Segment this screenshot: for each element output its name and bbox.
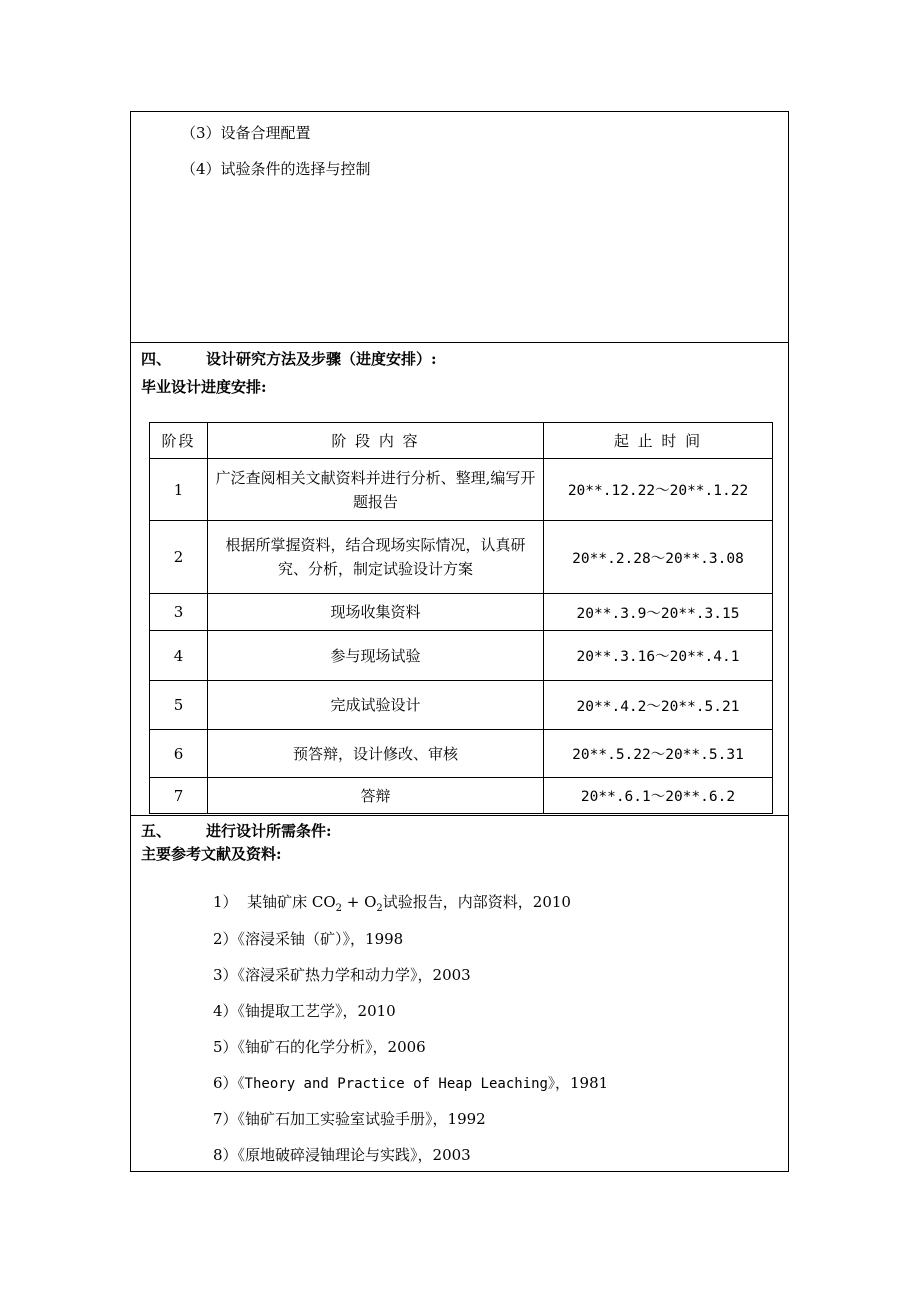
section5-subtitle: 主要参考文献及资料: bbox=[141, 845, 282, 863]
period-cell: 20**.4.2～20**.5.21 bbox=[544, 681, 773, 730]
reference-item-5: 5）《铀矿石的化学分析》，2006 bbox=[213, 1038, 426, 1056]
table-row bbox=[150, 730, 773, 778]
reference-item-3: 3）《溶浸采矿热力学和动力学》，2003 bbox=[213, 966, 471, 984]
period-cell: 20**.2.28～20**.3.08 bbox=[544, 521, 773, 594]
stage-cell: 4 bbox=[150, 631, 208, 681]
period-cell: 20**.12.22～20**.1.22 bbox=[544, 459, 773, 521]
reference-item-2: 2）《溶浸采铀（矿）》，1998 bbox=[213, 930, 404, 948]
table-row bbox=[150, 631, 773, 681]
table-row bbox=[150, 521, 773, 594]
section3-item-4: （4）试验条件的选择与控制 bbox=[181, 160, 371, 178]
content-cell: 预答辩，设计修改、审核 bbox=[208, 730, 544, 778]
stage-cell: 5 bbox=[150, 681, 208, 730]
period-cell: 20**.3.16～20**.4.1 bbox=[544, 631, 773, 681]
section4-heading bbox=[141, 348, 437, 369]
content-cell: 答辩 bbox=[208, 778, 544, 814]
header-content: 阶 段 内 容 bbox=[208, 423, 544, 459]
table-row bbox=[150, 778, 773, 814]
section4-title: 设计研究方法及步骤（进度安排）: bbox=[206, 350, 437, 368]
header-stage: 阶段 bbox=[150, 423, 208, 459]
table-row bbox=[150, 594, 773, 631]
table-row bbox=[150, 681, 773, 730]
reference-item-7: 7）《铀矿石加工实验室试验手册》，1992 bbox=[213, 1110, 486, 1128]
content-cell: 完成试验设计 bbox=[208, 681, 544, 730]
schedule-table bbox=[149, 422, 773, 814]
section4-subtitle: 毕业设计进度安排: bbox=[141, 378, 267, 396]
table-row bbox=[150, 459, 773, 521]
stage-cell: 3 bbox=[150, 594, 208, 631]
stage-cell: 6 bbox=[150, 730, 208, 778]
reference-number: 6） bbox=[213, 1074, 238, 1092]
stage-cell: 1 bbox=[150, 459, 208, 521]
section5-number: 五、 bbox=[141, 822, 172, 840]
content-cell: 参与现场试验 bbox=[208, 631, 544, 681]
header-period: 起 止 时 间 bbox=[544, 423, 773, 459]
period-cell: 20**.6.1～20**.6.2 bbox=[544, 778, 773, 814]
section5-heading bbox=[141, 820, 332, 841]
reference-item-4: 4）《铀提取工艺学》，2010 bbox=[213, 1002, 396, 1020]
reference-item-1: 1） 某铀矿床 $CO_2 + O_2$试验报告，内部资料，2010 bbox=[213, 893, 571, 914]
stage-cell: 2 bbox=[150, 521, 208, 594]
form-frame bbox=[130, 111, 789, 1172]
section4-number: 四、 bbox=[141, 350, 172, 368]
reference-number: 1） bbox=[213, 893, 238, 911]
schedule-header-row bbox=[150, 423, 773, 459]
section-divider bbox=[131, 342, 788, 343]
content-cell: 现场收集资料 bbox=[208, 594, 544, 631]
section3-item-3: （3）设备合理配置 bbox=[181, 124, 311, 142]
section5-title: 进行设计所需条件: bbox=[206, 822, 332, 840]
stage-cell: 7 bbox=[150, 778, 208, 814]
reference-item-8: 8）《原地破碎浸铀理论与实践》，2003 bbox=[213, 1146, 471, 1164]
reference-item-6: 6）《Theory and Practice of Heap Leaching》，1981 bbox=[213, 1074, 609, 1092]
content-cell: 根据所掌握资料，结合现场实际情况，认真研究、分析，制定试验设计方案 bbox=[208, 521, 544, 594]
period-cell: 20**.5.22～20**.5.31 bbox=[544, 730, 773, 778]
section-divider bbox=[131, 815, 788, 816]
period-cell: 20**.3.9～20**.3.15 bbox=[544, 594, 773, 631]
content-cell: 广泛查阅相关文献资料并进行分析、整理,编写开题报告 bbox=[208, 459, 544, 521]
